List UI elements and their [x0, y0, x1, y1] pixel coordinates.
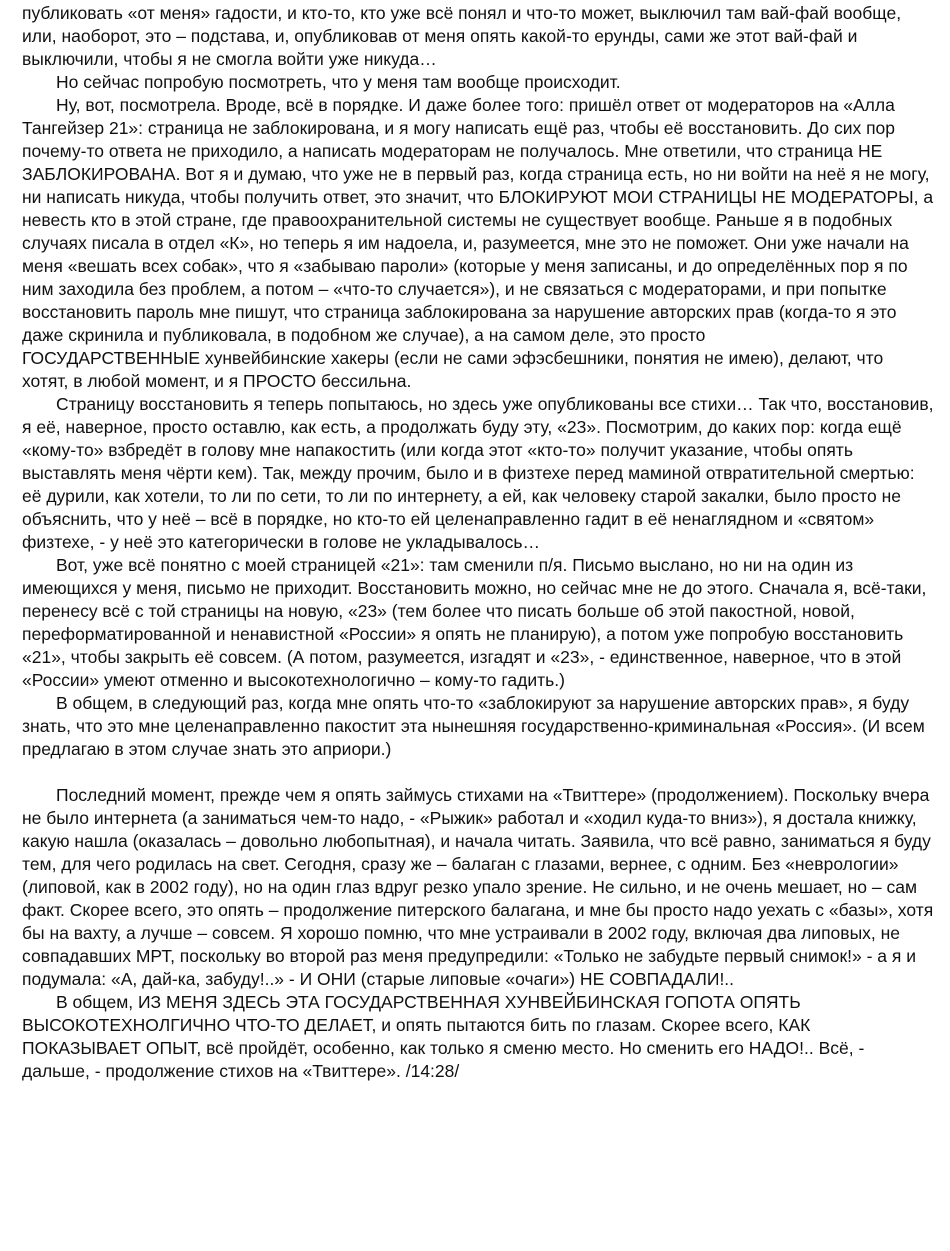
paragraph: Вот, уже всё понятно с моей страницей «21»: там сменили п/я. Письмо выслано, но ни на один из имеющихся у меня, письмо не приходит. Восстановить можно, но сейчас мне не до этого. Сначала я, всё-таки, перенесу всё с той страницы на новую, «23» (тем более что писать больше об этой пакостной, новой, переформатированной и ненавистной «России» я опять не планирую), а потом уже попробую восстановить «21», чтобы закрыть её совсем. (А потом, разумеется, изгадят и «23», - единственное, наверное, что в этой «России» умеют отменно и высокотехнологично – кому-то гадить.)	[22, 555, 927, 690]
blank-line	[22, 761, 934, 784]
paragraph: Но сейчас попробую посмотреть, что у меня там вообще происходит.	[56, 72, 621, 92]
paragraph: Ну, вот, посмотрела. Вроде, всё в порядке. И даже более того: пришёл ответ от модераторов на «Алла Тангейзер 21»: страница не заблокирована, и я могу написать ещё раз, чтобы её восстановить. До сих пор почему-то ответа не приходило, а написать модераторам не получалось. Мне ответили, что страница НЕ ЗАБЛОКИРОВАНА. Вот я и думаю, что уже не в первый раз, когда страница есть, но ни войти на неё я не могу, ни написать никуда, чтобы получить ответ, это значит, что БЛОКИРУЮТ МОИ СТРАНИЦЫ НЕ МОДЕРАТОРЫ, а невесть кто в этой стране, где правоохранительной системы не существует вообще. Раньше я в подобных случаях писала в отдел «К», но теперь я им надоела, и, разумеется, мне это не поможет. Они уже начали на меня «вешать всех собак», что я «забываю пароли» (которые у меня записаны, и до определённых пор я по ним заходила без проблем, а потом – «что-то случается»), и не связаться с модераторами, и при попытке восстановить пароль мне пишут, что страница заблокирована за нарушение авторских прав (когда-то я это даже скринила и публиковала, в подобном же случае), а на самом деле, это просто	[22, 95, 934, 345]
paragraph-continuation: ГОСУДАРСТВЕННЫЕ хунвейбинские хакеры (если не сами эфэсбешники, понятия не имею), делают, что хотят, в любой момент, и я ПРОСТО бессильна.	[22, 348, 884, 391]
paragraph: Последний момент, прежде чем я опять займусь стихами на «Твиттере» (продолжением). Поскольку вчера не было интернета (а заниматься чем-то надо, - «Рыжик» работал и «ходил куда-то вниз»), я достала книжку, какую нашла (оказалась – довольно любопытная), и начала читать. Заявила, что всё равно, заниматься я буду тем, для чего родилась на свет. Сегодня, сразу же – балаган с глазами, вернее, с одним. Без «неврологии» (липовой, как в 2002 году), но на один глаз вдруг резко упало зрение. Не сильно, и не очень мешает, но – сам факт. Скорее всего, это опять – продолжение питерского балагана, и мне бы просто надо уехать с «базы», хотя бы на вахту, а лучше – совсем. Я хорошо помню, что мне устраивали в 2002 году, включая два липовых, не совпадавших МРТ, поскольку во второй раз меня предупредили: «Только не забудьте первый снимок!» - а я и подумала: «А, дай-ка, забуду!..» - И ОНИ (старые липовые «очаги») НЕ СОВПАДАЛИ!..	[22, 785, 934, 989]
paragraph: Страницу восстановить я теперь попытаюсь, но здесь уже опубликованы все стихи… Так что, восстановив, я её, наверное, просто оставлю, как есть, а продолжать буду эту, «23». Посмотрим, до каких пор: когда ещё «кому-то» взбредёт в голову мне напакостить (или когда этот «кто-то» получит указание, чтобы опять выставлять меня чёрти кем). Так, между прочим, было и в физтехе перед маминой отвратительной смертью: её дурили, как хотели, то ли по сети, то ли по интернету, а ей, как человеку старой закалки, было просто не объяснить, что у неё – всё в порядке, но кто-то ей целенаправленно гадит в её ненаглядном и «святом» физтехе, - у неё это категорически в голове не укладывалось…	[22, 394, 934, 552]
paragraph: В общем, в следующий раз, когда мне опять что-то «заблокируют за нарушение авторских прав», я буду знать, что это мне целенаправленно пакостит эта нынешняя государственно-криминальная «Россия». (И всем предлагаю в этом случае знать это априори.)	[22, 693, 925, 759]
paragraph-continuation: публиковать «от меня» гадости, и кто-то, кто уже всё понял и что-то может, выключил там вай-фай вообще, или, наоборот, это – подстава, и, опубликовав от меня опять какой-то ерунды, сами же этот вай-фай и выключили, чтобы я не смогла войти уже никуда…	[22, 3, 902, 69]
paragraph: В общем, ИЗ МЕНЯ ЗДЕСЬ ЭТА ГОСУДАРСТВЕННАЯ ХУНВЕЙБИНСКАЯ ГОПОТА ОПЯТЬ ВЫСОКОТЕХНОЛГИЧНО ЧТО-ТО ДЕЛАЕТ, и опять пытаются бить по глазам. Скорее всего, КАК ПОКАЗЫВАЕТ ОПЫТ, всё пройдёт, особенно, как только я сменю место. Но сменить его НАДО!.. Всё, - дальше, - продолжение стихов на «Твиттере». /14:28/	[22, 992, 865, 1081]
